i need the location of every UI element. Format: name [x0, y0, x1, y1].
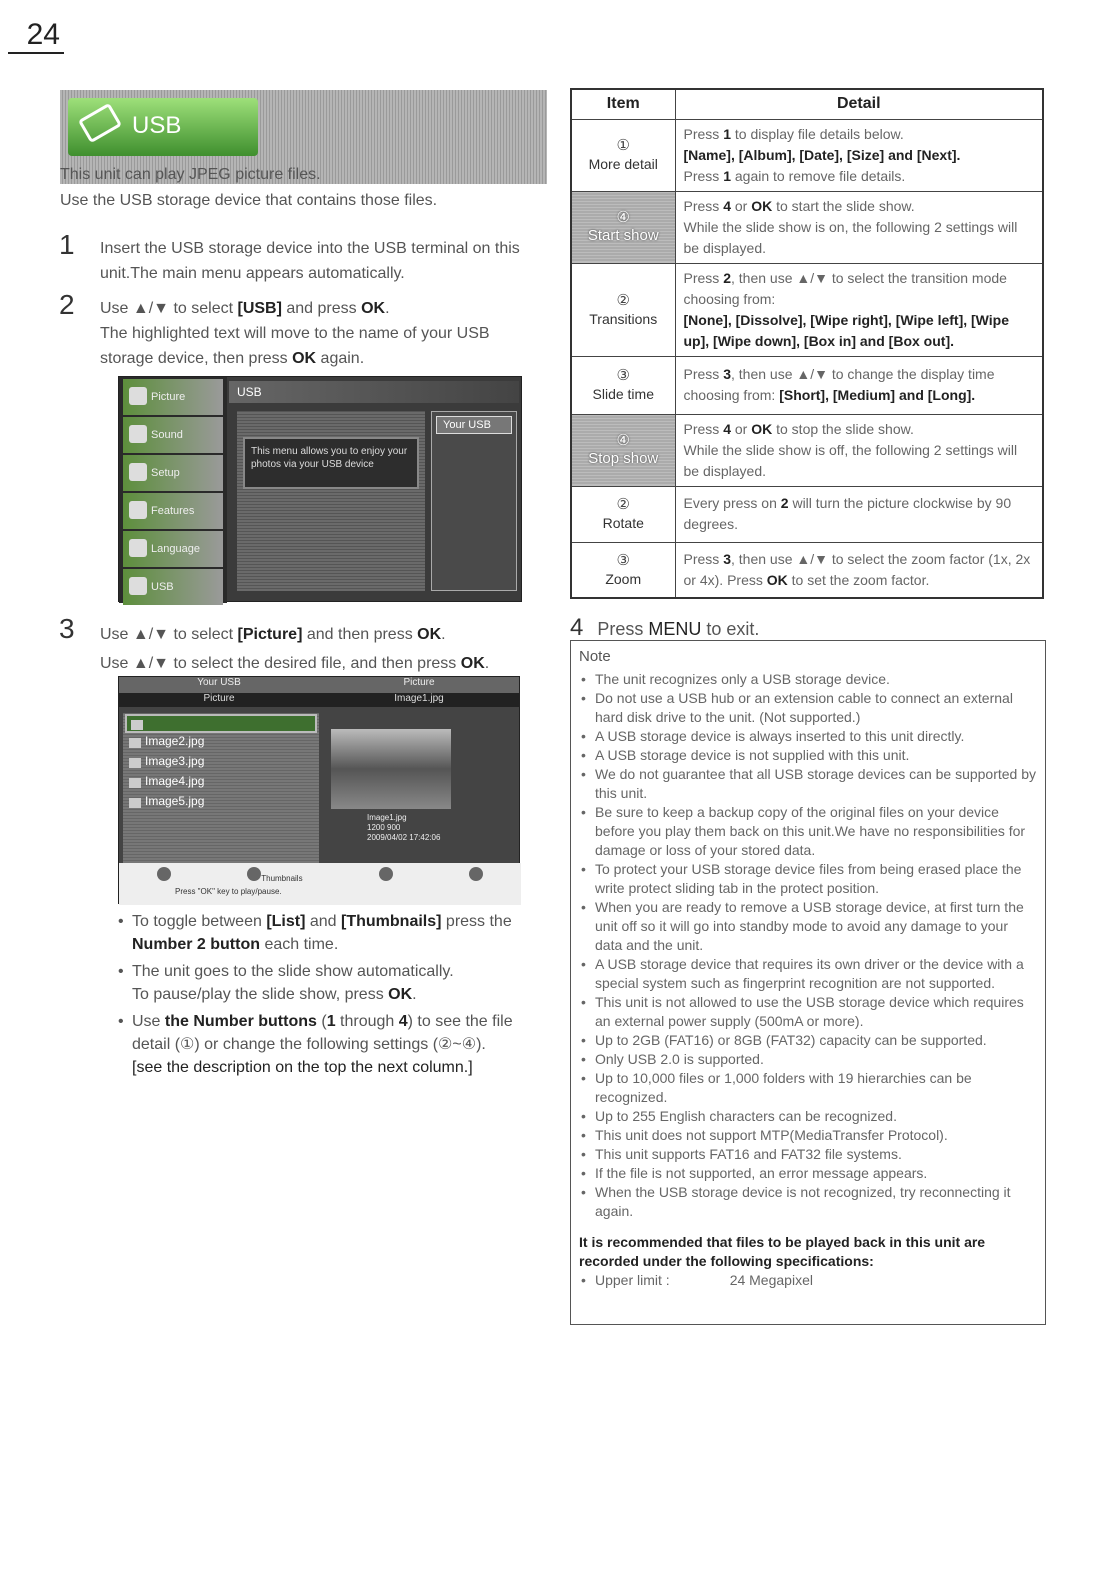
text: MENU: [648, 619, 702, 639]
text: More detail: [588, 156, 658, 172]
text: 3: [723, 550, 731, 567]
text: Image1.jpg: [394, 693, 444, 704]
text: Thumbnails: [261, 874, 303, 883]
usb-icon: [129, 577, 147, 595]
number-badge: ③: [616, 367, 630, 384]
image-file-icon: [129, 778, 141, 788]
text: , then use ▲/▼ to change the display time choosing from:: [683, 366, 995, 403]
setup-icon: [129, 463, 147, 481]
usb-icon: [78, 103, 122, 144]
text: and then press: [302, 626, 418, 643]
list-item: [118, 910, 518, 956]
table-row: [571, 486, 1043, 542]
text: [Picture]: [237, 626, 303, 643]
step-number: 1: [59, 229, 75, 260]
intro: [60, 162, 540, 214]
note-item: • Only USB 2.0 is supported.: [579, 1050, 1037, 1069]
note-item: • The unit recognizes only a USB storage device.: [579, 670, 1037, 689]
settings-table: [570, 88, 1044, 599]
text: Press: [683, 269, 724, 286]
text: Image1.jpg: [367, 813, 407, 822]
step-number: 2: [59, 289, 75, 320]
detail-cell: [675, 486, 1043, 542]
step-1: [59, 229, 530, 286]
text: to display file details below.: [730, 125, 904, 142]
list-item: [118, 960, 518, 1006]
note-item: • This unit supports FAT16 and FAT32 file systems.: [579, 1145, 1037, 1164]
text: Picture: [403, 677, 435, 688]
button-3-icon: [379, 867, 393, 881]
text: .: [441, 626, 446, 643]
text: Stop show: [588, 450, 659, 467]
button-2-icon: [247, 867, 261, 881]
image-file-icon: [131, 720, 143, 730]
text: or: [730, 420, 752, 437]
image-file-icon: [129, 798, 141, 808]
your-usb-label: Your USB: [436, 416, 512, 434]
list-item: [125, 714, 317, 733]
text: again to remove file details.: [730, 167, 906, 184]
note-item: • A USB storage device is always inserted to this unit directly.: [579, 727, 1037, 746]
text: .: [484, 655, 490, 672]
text: Press: [683, 167, 724, 184]
detail-cell: [675, 542, 1043, 598]
text: or: [730, 197, 752, 214]
text: While the slide show is off, the following 2 settings will be displayed.: [683, 441, 1018, 479]
label: Features: [151, 505, 195, 517]
text: 24 Megapixel: [729, 1272, 813, 1288]
note-item: • When the USB storage device is not recognized, try reconnecting it again.: [579, 1183, 1037, 1221]
step-3: [59, 613, 530, 678]
menu-item-sound: [123, 417, 223, 453]
text: .: [385, 300, 390, 317]
list-item: [125, 794, 317, 813]
text: Use ▲/▼ to select: [100, 300, 238, 317]
note-item: • A USB storage device is not supplied with this unit.: [579, 746, 1037, 765]
step-text: [60, 296, 530, 371]
button-1-icon: [157, 867, 171, 881]
text: OK: [751, 197, 773, 214]
screen-header: [119, 677, 519, 693]
menu-item-features: [123, 493, 223, 529]
usb-menu-screenshot: [118, 376, 522, 602]
text: Transitions: [589, 310, 658, 327]
text: Start show: [587, 227, 659, 244]
number-badge: ④: [616, 209, 630, 226]
label: Picture: [151, 391, 186, 403]
features-icon: [129, 501, 147, 519]
text: Use: [132, 1013, 165, 1030]
text: each time.: [260, 936, 339, 953]
intro-line: This unit can play JPEG picture files.: [60, 166, 321, 183]
language-icon: [129, 539, 147, 557]
text: [Name], [Album], [Date], [Size] and [Next].: [683, 146, 961, 163]
note-item: • Up to 10,000 files or 1,000 folders with 19 hierarchies can be recognized.: [579, 1069, 1037, 1107]
note-item: • Up to 2GB (FAT16) or 8GB (FAT32) capacity can be supported.: [579, 1031, 1037, 1050]
menu-item-picture: [123, 379, 223, 415]
text: 3: [723, 366, 731, 382]
number-badge: ④: [616, 432, 630, 449]
text: to start the slide show.: [772, 197, 915, 214]
list-item: [125, 754, 317, 773]
list-item: [118, 1010, 518, 1079]
detail-cell: [675, 119, 1043, 191]
text: OK: [388, 986, 413, 1003]
text: again.: [316, 350, 365, 367]
text: [Thumbnails]: [341, 913, 442, 930]
item-cell: [571, 263, 675, 356]
list-item: [125, 774, 317, 793]
text: Image4.jpg: [145, 774, 205, 788]
text: 4: [723, 197, 731, 214]
step-text: Insert the USB storage device into the USB terminal on this unit.The main menu appears automatically.: [100, 240, 520, 282]
text: 4: [398, 1013, 408, 1030]
note-item: • Do not use a USB hub or an extension cable to connect an external hard disk drive to the unit. (Not supported.): [579, 689, 1037, 727]
column-header-detail: Detail: [675, 89, 1043, 119]
text: Image3.jpg: [145, 754, 205, 768]
number-badge: ②: [616, 496, 630, 513]
text: [None], [Dissolve], [Wipe right], [Wipe left], [Wipe up], [Wipe down], [Box in] and [Box out].: [683, 311, 1009, 349]
item-cell: [571, 119, 675, 191]
picture-list-screenshot: [118, 676, 520, 904]
note-item: • When you are ready to remove a USB storage device, at first turn the unit off so it will go into standby mode to avoid any damage to your data and the unit.: [579, 898, 1037, 955]
text: OK: [460, 655, 485, 672]
item-cell: [571, 191, 675, 263]
text: and press: [281, 300, 362, 317]
column-header-item: Item: [571, 89, 675, 119]
text: Your USB: [197, 677, 241, 688]
text: Use ▲/▼ to select: [100, 626, 238, 643]
text: 2009/04/02 17:42:06: [367, 833, 441, 842]
text: [USB]: [237, 300, 282, 317]
text: Use ▲/▼ to select the desired file, and then press: [100, 655, 461, 672]
table-row: [571, 542, 1043, 598]
table-row: [571, 356, 1043, 414]
main-menu: [119, 377, 227, 603]
text: Press: [683, 125, 724, 142]
text: 1: [723, 125, 731, 142]
note-item: • This unit is not allowed to use the USB storage device which requires an external power supply (500mA or more).: [579, 993, 1037, 1031]
text: Slide time: [592, 386, 654, 402]
text: 2: [780, 495, 789, 511]
text: The unit goes to the slide show automatically.: [132, 963, 454, 980]
picture-icon: [129, 387, 147, 405]
note-item: • This unit does not support MTP(MediaTransfer Protocol).: [579, 1126, 1037, 1145]
text: .: [412, 986, 417, 1003]
text: OK: [292, 350, 317, 367]
step-number: 4: [570, 614, 584, 641]
text: The highlighted text will move to the name of your USB storage device, then press: [100, 325, 490, 367]
label: USB: [151, 581, 174, 593]
text: the Number buttons: [164, 1013, 317, 1030]
note-box: [570, 640, 1046, 1325]
item-cell: [571, 542, 675, 598]
text: 1: [723, 167, 731, 184]
text: to exit.: [701, 619, 760, 639]
text: OK: [361, 300, 386, 317]
screen-footer: [119, 863, 521, 905]
text: Press: [597, 619, 649, 639]
note-item: • Up to 255 English characters can be recognized.: [579, 1107, 1037, 1126]
text: [List]: [266, 913, 306, 930]
list-item: [579, 1271, 1037, 1290]
press-ok-hint: Press "OK" key to play/pause.: [175, 887, 282, 896]
label: Setup: [151, 467, 180, 479]
text: To pause/play the slide show, press: [132, 986, 389, 1003]
number-badge: ①: [616, 137, 630, 154]
text: (: [316, 1013, 327, 1030]
note-item: • Be sure to keep a backup copy of the original files on your device before you play them back on this unit.We have no responsibilities for damage or loss of your stored data.: [579, 803, 1037, 860]
text: Picture: [203, 693, 235, 704]
button-4-icon: [469, 867, 483, 881]
note-item: • To protect your USB storage device files from being erased place the write protect sliding tab in the protect position.: [579, 860, 1037, 898]
text: While the slide show is on, the following 2 settings will be displayed.: [683, 218, 1018, 256]
label: Language: [151, 543, 200, 555]
text: Image2.jpg: [145, 734, 205, 748]
text: OK: [751, 420, 773, 437]
recommendation: It is recommended that files to be played back in this unit are recorded under the following specifications:: [579, 1234, 986, 1269]
text: Number 2 button: [132, 936, 260, 953]
note-item: • We do not guarantee that all USB storage devices can be supported by this unit.: [579, 765, 1037, 803]
step-4: [570, 614, 759, 642]
label: Sound: [151, 429, 183, 441]
text: through: [335, 1013, 399, 1030]
usb-badge: [68, 98, 258, 156]
text: OK: [766, 571, 788, 588]
step-text: [60, 620, 530, 678]
text: Image5.jpg: [145, 794, 205, 808]
text: • Upper limit :: [595, 1272, 670, 1288]
text: 1200 900: [367, 823, 401, 832]
text: Rotate: [602, 515, 644, 531]
device-panel: [431, 411, 517, 591]
thumbnails-hint: [247, 867, 302, 883]
text: will turn the picture clockwise by 90 degrees.: [683, 495, 1012, 532]
text: Zoom: [605, 570, 642, 587]
text: Every press on: [683, 495, 781, 511]
menu-item-setup: [123, 455, 223, 491]
text: , then use ▲/▼ to select the zoom factor (1x, 2x or 4x). Press: [683, 550, 1031, 588]
image-file-icon: [129, 758, 141, 768]
table-row: [571, 119, 1043, 191]
text: and: [305, 913, 342, 930]
file-info: [367, 813, 440, 843]
menu-item-language: [123, 531, 223, 567]
info-message: This menu allows you to enjoy your photos via your USB device: [243, 437, 419, 489]
preview-image: [331, 729, 451, 809]
detail-cell: [675, 191, 1043, 263]
item-cell: [571, 414, 675, 486]
image-file-icon: [129, 738, 141, 748]
sound-icon: [129, 425, 147, 443]
intro-line: Use the USB storage device that contains those files.: [60, 192, 438, 209]
step-2: [59, 289, 530, 371]
text: [Short], [Medium] and [Long].: [779, 387, 976, 403]
text: ) to see the file detail (①) or change the following settings (②~④).: [132, 1013, 513, 1053]
item-cell: [571, 356, 675, 414]
table-header: [571, 89, 1043, 119]
text: to stop the slide show.: [772, 420, 914, 437]
note-item: • A USB storage device that requires its own driver or the device with a special system such as fingerprint recognition are not supported.: [579, 955, 1037, 993]
detail-cell: [675, 414, 1043, 486]
table-row: [571, 263, 1043, 356]
text: To toggle between: [132, 913, 267, 930]
spec-list: [579, 1271, 1037, 1290]
number-badge: ②: [616, 291, 630, 309]
detail-cell: [675, 263, 1043, 356]
text: OK: [417, 626, 442, 643]
table-row: [571, 191, 1043, 263]
text: Press: [683, 366, 724, 382]
step-3-bullets: [118, 910, 518, 1083]
screen-subheader: [119, 693, 519, 707]
file-list: [123, 713, 319, 863]
detail-cell: [675, 356, 1043, 414]
text: , then use ▲/▼ to select the transition mode choosing from:: [683, 269, 1007, 307]
item-cell: [571, 486, 675, 542]
note-title: Note: [579, 648, 611, 665]
screen-title: USB: [229, 381, 519, 403]
menu-item-usb: [123, 569, 223, 605]
text: press the: [441, 913, 512, 930]
step-number: 3: [59, 613, 75, 644]
table-row: [571, 414, 1043, 486]
text: to set the zoom factor.: [787, 571, 930, 588]
text: 4: [723, 420, 731, 437]
note-item: • If the file is not supported, an error message appears.: [579, 1164, 1037, 1183]
note-list: [579, 670, 1037, 1221]
page-number: 24: [8, 18, 64, 54]
number-badge: ③: [616, 551, 630, 569]
list-item: [125, 734, 317, 753]
text: Press: [683, 420, 724, 437]
text: 2: [723, 269, 731, 286]
text: 1: [326, 1013, 336, 1030]
section-title: USB: [132, 112, 182, 139]
text: Press: [683, 550, 724, 567]
text: [see the description on the top the next column.]: [132, 1059, 473, 1076]
text: Press: [683, 197, 724, 214]
